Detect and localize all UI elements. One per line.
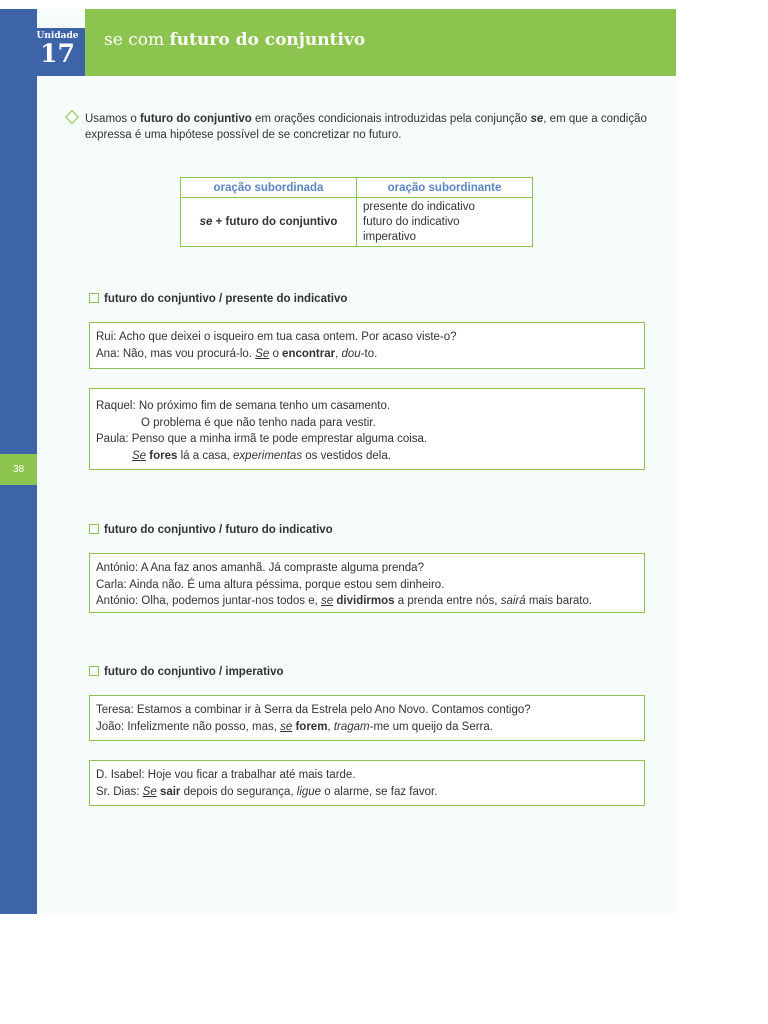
dialog-line: D. Isabel: Hoje vou ficar a trabalhar até mais tarde. xyxy=(96,769,356,781)
table-cell-tenses xyxy=(357,198,533,247)
title-bold: futuro do conjuntivo xyxy=(169,30,366,50)
header-bar xyxy=(85,9,676,76)
dialog-line: Raquel: No próximo fim de semana tenho um casamento. xyxy=(96,400,391,412)
page-number: 38 xyxy=(0,454,37,485)
dialog-box-5 xyxy=(89,760,645,806)
square-bullet-icon xyxy=(89,524,99,534)
dialog-line: Teresa: Estamos a combinar ir à Serra da Estrela pelo Ano Novo. Contamos contigo? xyxy=(96,704,531,716)
section-heading-presente: futuro do conjuntivo / presente do indicativo xyxy=(89,293,347,305)
section-heading-futuro: futuro do conjuntivo / futuro do indicativo xyxy=(89,524,333,536)
tense-item: presente do indicativo xyxy=(363,200,475,213)
table-header-main: oração subordinante xyxy=(357,178,533,198)
section-heading-imperativo: futuro do conjuntivo / imperativo xyxy=(89,666,284,678)
title-plain: se com xyxy=(104,30,165,50)
dialog-box-3 xyxy=(89,553,645,613)
dialog-line: António: Olha, podemos juntar-nos todos e, se dividirmos a prenda entre nós, sairá mais barato. xyxy=(96,595,593,607)
unit-badge xyxy=(30,28,85,76)
table-cell-rule: se + futuro do conjuntivo xyxy=(181,198,357,247)
dialog-line: João: Infelizmente não posso, mas, se forem, tragam-me um queijo da Serra. xyxy=(96,720,493,733)
table-header-subordinate: oração subordinada xyxy=(181,178,357,198)
intro-text: Usamos o futuro do conjuntivo em orações condicionais introduzidas pela conjunção se, em que a condição expressa é uma hipótese possível de se concretizar no futuro. xyxy=(85,113,647,141)
dialog-line: António: A Ana faz anos amanhã. Já compraste alguma prenda? xyxy=(96,562,424,574)
tense-item: futuro do indicativo xyxy=(363,215,460,228)
dialog-line: Rui: Acho que deixei o isqueiro em tua casa ontem. Por acaso viste-o? xyxy=(96,331,457,343)
dialog-line: Se fores lá a casa, experimentas os vestidos dela. xyxy=(132,449,391,462)
intro-paragraph xyxy=(67,111,657,143)
unit-number: 17 xyxy=(40,39,75,68)
dialog-line: O problema é que não tenho nada para vestir. xyxy=(141,416,376,429)
square-bullet-icon xyxy=(89,666,99,676)
rule-table xyxy=(180,177,533,247)
tense-item: imperativo xyxy=(363,230,417,243)
dialog-line: Ana: Não, mas vou procurá-lo. Se o encontrar, dou-to. xyxy=(96,347,378,360)
dialog-box-2 xyxy=(89,388,645,470)
dialog-box-4 xyxy=(89,695,645,741)
dialog-box-1 xyxy=(89,322,645,369)
unit-title xyxy=(104,30,365,50)
dialog-line: Carla: Ainda não. É uma altura péssima, porque estou sem dinheiro. xyxy=(96,578,445,591)
unit-label: Unidade xyxy=(36,31,79,41)
dialog-line: Sr. Dias: Se sair depois do segurança, ligue o alarme, se faz favor. xyxy=(96,785,438,798)
dialog-line: Paula: Penso que a minha irmã te pode emprestar alguma coisa. xyxy=(96,433,428,445)
square-bullet-icon xyxy=(89,293,99,303)
